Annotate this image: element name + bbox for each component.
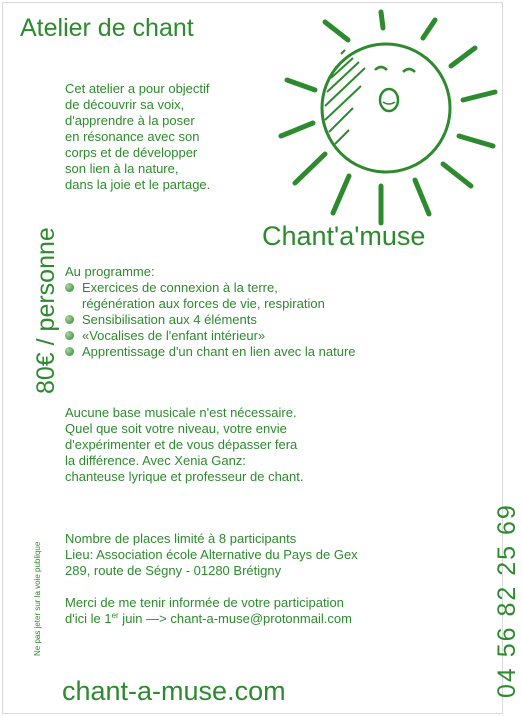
contact-info [65, 595, 352, 627]
list-item [65, 328, 356, 344]
program-heading: Au programme: [65, 264, 155, 279]
venue-info [65, 531, 358, 579]
ordinal-suffix: er [111, 611, 119, 620]
price-label: 80€ / personne [32, 227, 60, 394]
page-title: Atelier de chant [20, 14, 194, 42]
info-line: Nombre de places limité à 8 participants [65, 531, 297, 546]
intro-line: d'apprendre à la poser [65, 113, 195, 128]
requirements-paragraph [65, 405, 303, 485]
program-list [65, 280, 356, 360]
contact-line [65, 611, 352, 627]
info-line: 289, route de Ségny - 01280 Brétigny [65, 563, 282, 578]
list-item-text: Sensibilisation aux 4 éléments [82, 312, 257, 327]
disposal-notice: Ne pas jeter sur la voie publique [33, 541, 42, 656]
bullet-icon [65, 315, 74, 324]
intro-line: en résonance avec son [65, 129, 200, 144]
paragraph-line: Aucune base musicale n'est nécessaire. [65, 405, 297, 420]
brand-name: Chant'a'muse [262, 221, 426, 251]
list-item [65, 280, 356, 312]
list-item [65, 344, 356, 360]
email-link[interactable]: chant-a-muse@protonmail.com [170, 611, 352, 626]
deadline-prefix: d'ici le 1 [65, 611, 112, 626]
paragraph-line: chanteuse lyrique et professeur de chant. [65, 469, 304, 484]
intro-line: Cet atelier a pour objectif [65, 81, 210, 96]
website-link[interactable]: chant-a-muse.com [62, 676, 286, 706]
intro-line: de découvrir sa voix, [65, 97, 185, 112]
intro-line: dans la joie et le partage. [65, 177, 211, 192]
bullet-icon [65, 347, 74, 356]
program-section [65, 264, 356, 360]
intro-line: corps et de développer [65, 145, 198, 160]
list-item [65, 312, 356, 328]
list-item-text: Apprentissage d'un chant en lien avec la nature [82, 344, 356, 359]
contact-line: Merci de me tenir informée de votre participation [65, 595, 344, 610]
info-line: Lieu: Association école Alternative du Pays de Gex [65, 547, 358, 562]
list-item-text: régénération aux forces de vie, respiration [82, 296, 325, 311]
list-item-text: «Vocalises de l'enfant intérieur» [82, 328, 266, 343]
paragraph-line: Quel que soit votre niveau, votre envie [65, 421, 287, 436]
deadline-suffix: juin —> [118, 611, 171, 626]
bullet-icon [65, 331, 74, 340]
paragraph-line: la différence. Avec Xenia Ganz: [65, 453, 246, 468]
intro-text [65, 81, 305, 193]
phone-number[interactable]: 04 56 82 25 69 [493, 503, 521, 698]
paragraph-line: d'expérimenter et de vous dépasser fera [65, 437, 298, 452]
intro-line: son lien à la nature, [65, 161, 179, 176]
list-item-text: Exercices de connexion à la terre, [82, 280, 278, 295]
bullet-icon [65, 283, 74, 292]
singing-sun-icon [283, 18, 503, 228]
